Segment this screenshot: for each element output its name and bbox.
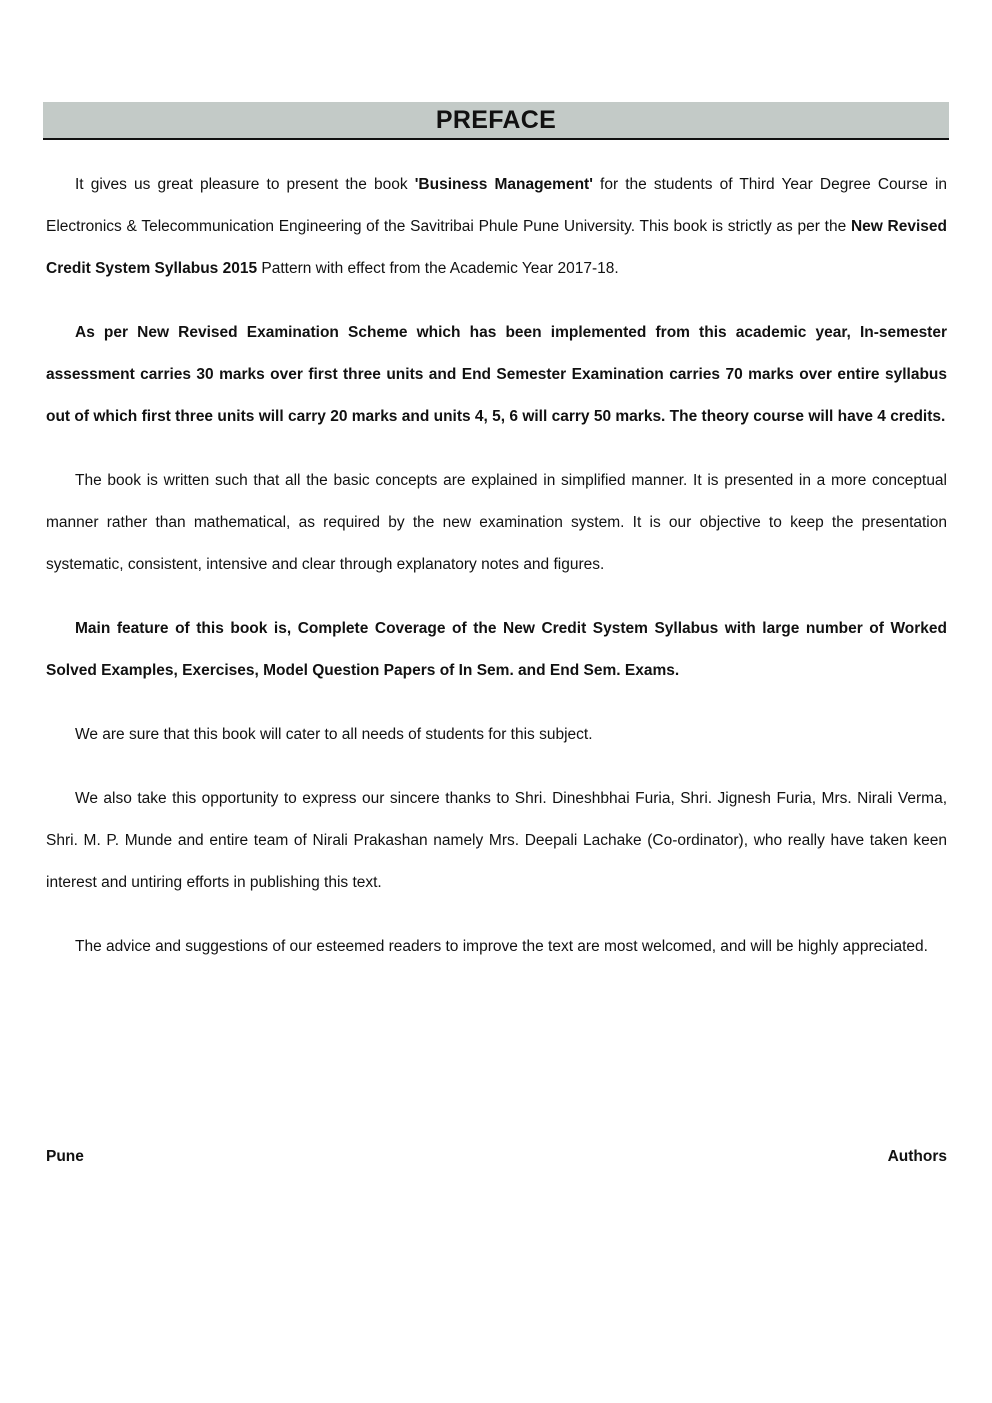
paragraph-advice: The advice and suggestions of our esteemed readers to improve the text are most welcomed, and will be highly appreciated. [75, 938, 928, 955]
preface-body [46, 164, 947, 990]
paragraph-intro-text-1: It gives us great pleasure to present the book [75, 176, 415, 193]
syllabus-name: New Revised Credit System Syllabus 2015 [46, 218, 947, 277]
signoff-place: Pune [46, 1148, 84, 1165]
paragraph-approach: The book is written such that all the basic concepts are explained in simplified manner. It is presented in a more conceptual manner rather than mathematical, as required by the new examination system. It is our objective to keep the presentation systematic, consistent, intensive and clear through explanatory notes and figures. [46, 472, 947, 573]
preface-heading-bar [43, 102, 949, 140]
paragraph-cater: We are sure that this book will cater to all needs of students for this subject. [75, 726, 593, 743]
paragraph-intro-text-2: for the students of Third Year Degree Course in Electronics & Telecommunication Engineering of the Savitribai Phule Pune University. This book is strictly as per the [46, 176, 948, 235]
paragraph-thanks: We also take this opportunity to express our sincere thanks to Shri. Dineshbhai Furia, Shri. Jignesh Furia, Mrs. Nirali Verma, Shri. M. P. Munde and entire team of Nirali Prakashan namely Mrs. Deepali Lachake (Co-ordinator), who really have taken keen interest and untiring efforts in publishing this text. [46, 790, 947, 891]
paragraph-intro-text-3: Pattern with effect from the Academic Year 2017-18. [257, 260, 619, 277]
signoff-author: Authors [887, 1148, 947, 1165]
paragraph-intro [46, 164, 947, 290]
page-title: PREFACE [435, 105, 557, 134]
signoff [46, 1148, 947, 1166]
book-title: 'Business Management' [414, 176, 593, 193]
paragraph-exam-scheme: As per New Revised Examination Scheme which has been implemented from this academic year, In-semester assessment carries 30 marks over first three units and End Semester Examination carries 70 marks over entire syllabus out of which first three units will carry 20 marks and units 4, 5, 6 will carry 50 marks. The theory course will have 4 credits. [46, 324, 947, 425]
paragraph-main-feature: Main feature of this book is, Complete Coverage of the New Credit System Syllabus with large number of Worked Solved Examples, Exercises, Model Question Papers of In Sem. and End Sem. Exams. [46, 620, 947, 679]
